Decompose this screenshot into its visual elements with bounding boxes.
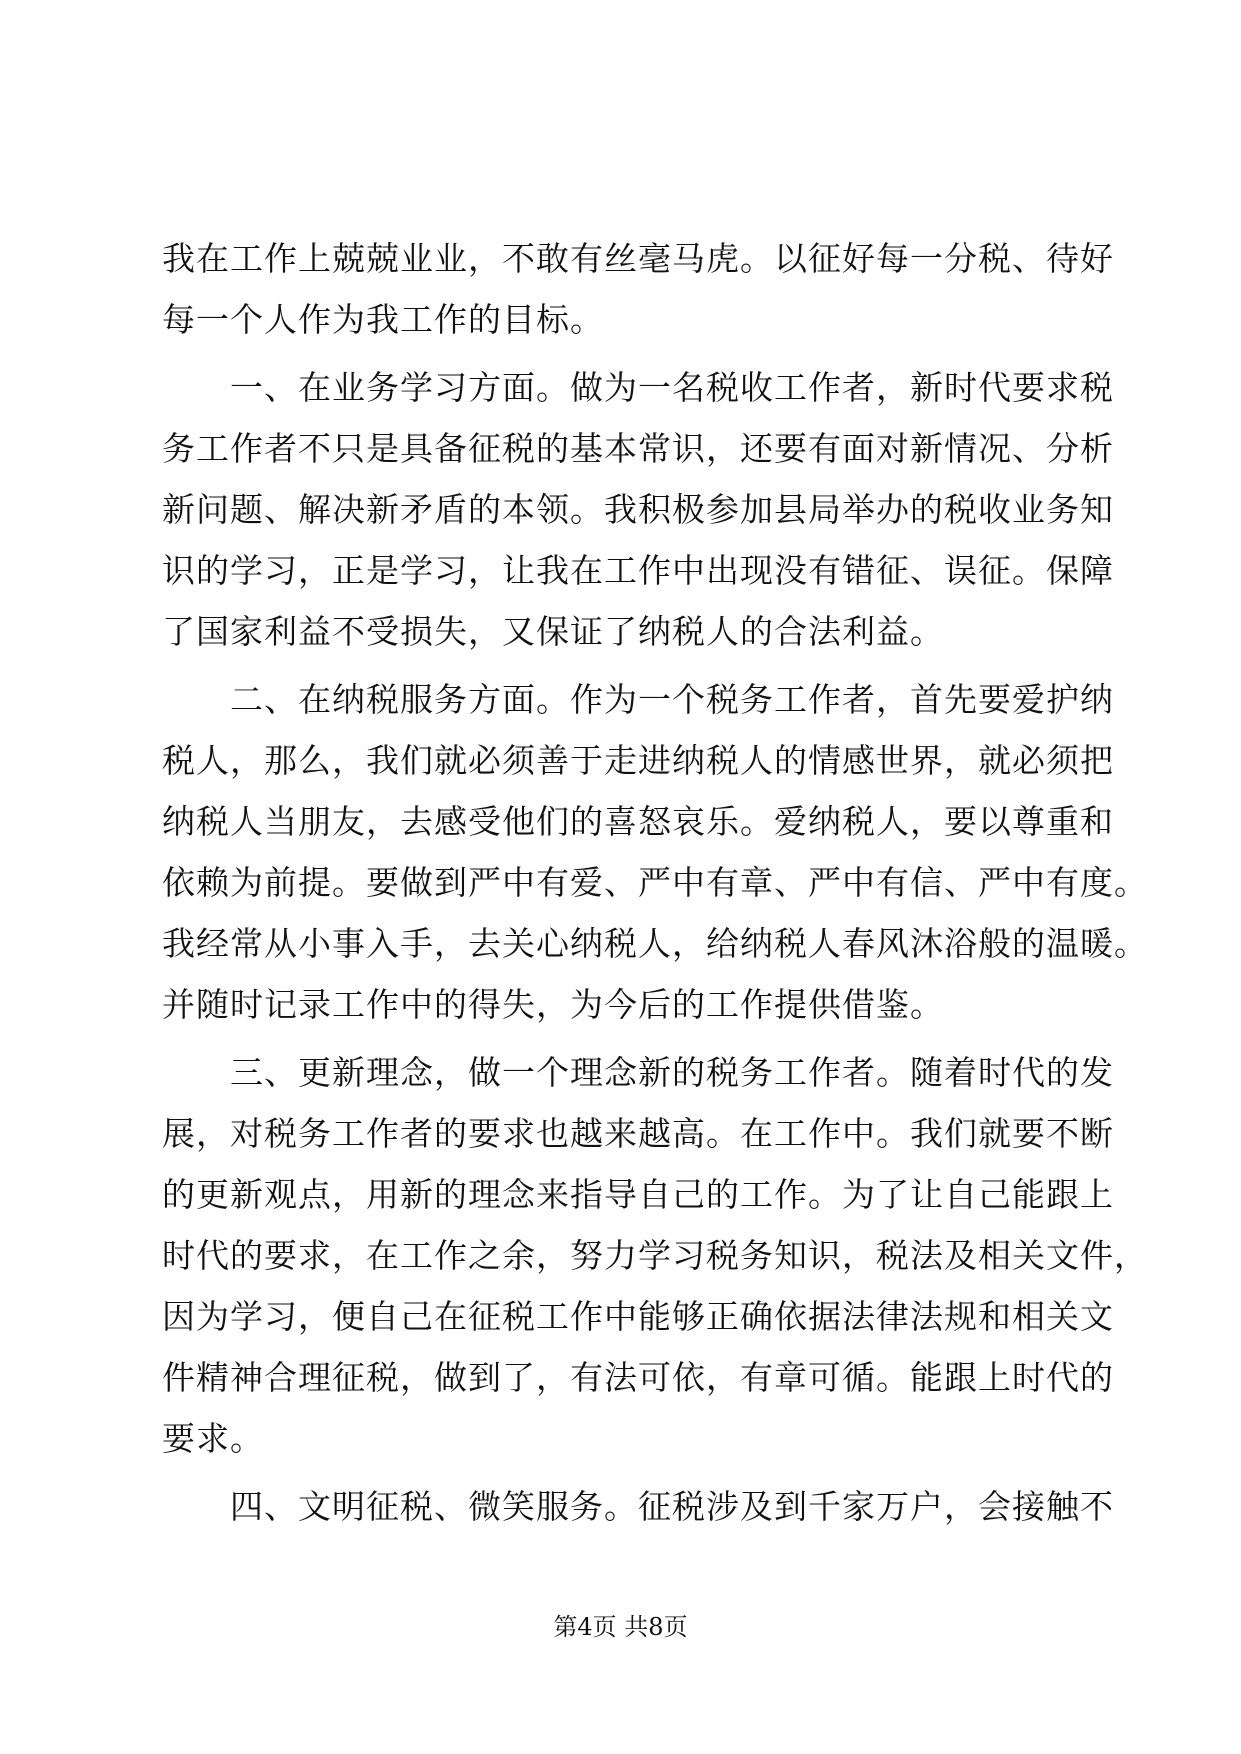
text-line: 的更新观点，用新的理念来指导自己的工作。为了让自己能跟上 [162, 1175, 1114, 1214]
text-line: 依赖为前提。要做到严中有爱、严中有章、严中有信、严中有度。 [162, 863, 1148, 902]
text-line: 我经常从小事入手，去关心纳税人，给纳税人春风沐浴般的温暖。 [162, 924, 1148, 963]
text-line: 识的学习，正是学习，让我在工作中出现没有错征、误征。保障 [162, 551, 1114, 590]
text-line: 展，对税务工作者的要求也越来越高。在工作中。我们就要不断 [162, 1114, 1114, 1153]
text-line: 四、文明征税、微笑服务。征税涉及到千家万户，会接触不 [162, 1487, 1114, 1526]
text-line: 件精神合理征税，做到了，有法可依，有章可循。能跟上时代的 [162, 1358, 1114, 1397]
text-line: 税人，那么，我们就必须善于走进纳税人的情感世界，就必须把 [162, 741, 1114, 780]
document-body [162, 228, 1148, 1537]
text-line: 时代的要求，在工作之余，努力学习税务知识，税法及相关文件， [162, 1236, 1148, 1275]
text-line: 纳税人当朋友，去感受他们的喜怒哀乐。爱纳税人，要以尊重和 [162, 802, 1114, 841]
text-line: 我在工作上兢兢业业，不敢有丝毫马虎。以征好每一分税、待好 [162, 239, 1114, 278]
text-line: 三、更新理念，做一个理念新的税务工作者。随着时代的发 [162, 1053, 1114, 1092]
text-line: 一、在业务学习方面。做为一名税收工作者，新时代要求税 [162, 368, 1114, 407]
text-line: 二、在纳税服务方面。作为一个税务工作者，首先要爱护纳 [162, 680, 1114, 719]
text-line: 了国家利益不受损失，又保证了纳税人的合法利益。 [162, 612, 944, 651]
text-line: 新问题、解决新矛盾的本领。我积极参加县局举办的税收业务知 [162, 490, 1114, 529]
page-footer: 第4页 共8页 [553, 1613, 688, 1641]
text-line: 要求。 [162, 1419, 264, 1458]
text-line: 并随时记录工作中的得失，为今后的工作提供借鉴。 [162, 985, 944, 1024]
text-line: 因为学习，便自己在征税工作中能够正确依据法律法规和相关文 [162, 1297, 1114, 1336]
text-line: 每一个人作为我工作的目标。 [162, 300, 604, 339]
text-line: 务工作者不只是具备征税的基本常识，还要有面对新情况、分析 [162, 429, 1114, 468]
